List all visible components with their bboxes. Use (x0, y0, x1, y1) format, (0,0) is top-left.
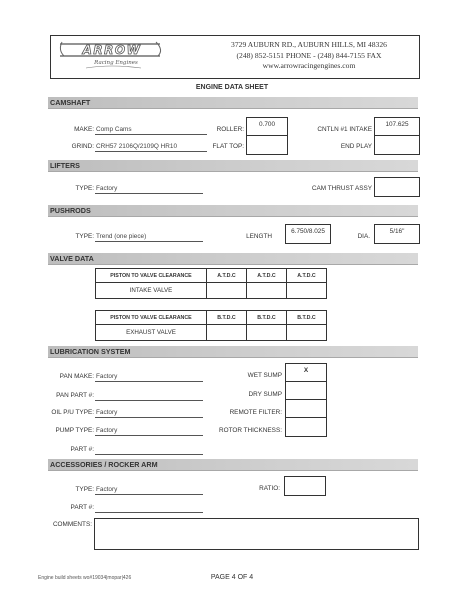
pan-part-underline (95, 400, 203, 401)
section-lubrication (48, 346, 418, 358)
section-title: ACCESSORIES / ROCKER ARM (50, 460, 158, 469)
cntln-box[interactable] (374, 117, 420, 137)
table-header: PISTON TO VALVE CLEARANCE (96, 269, 207, 283)
section-camshaft (48, 97, 418, 109)
pan-part-label: PAN PART #: (56, 392, 94, 399)
pan-make-value[interactable]: Factory (96, 373, 118, 380)
end-play-box[interactable] (374, 135, 420, 155)
oil-pu-underline (95, 417, 203, 418)
make-label: MAKE: (74, 126, 94, 133)
section-title: LUBRICATION SYSTEM (50, 347, 131, 356)
lifter-type-value[interactable]: Factory (96, 185, 118, 192)
table-cell[interactable] (247, 283, 287, 299)
roller-label: ROLLER: (216, 126, 244, 133)
lifter-type-underline (95, 193, 203, 194)
length-label: LENGTH (246, 233, 272, 240)
wet-sump-value: X (303, 367, 309, 374)
table-cell[interactable] (207, 283, 247, 299)
company-address: 3729 AUBURN RD., AUBURN HILLS, MI 48326 (231, 40, 387, 49)
exhaust-valve-label: EXHAUST VALVE (96, 325, 207, 341)
page-number: PAGE 4 OF 4 (210, 574, 254, 581)
flat-top-label: FLAT TOP: (212, 143, 244, 150)
intake-valve-label: INTAKE VALVE (96, 283, 207, 299)
make-value[interactable]: Comp Cams (96, 126, 132, 133)
table-cell[interactable] (247, 325, 287, 341)
pushrod-type-underline (95, 241, 203, 242)
section-title: PUSHRODS (50, 206, 91, 215)
cntln-label: CNTLN #1 INTAKE (317, 126, 372, 133)
dry-sump-label: DRY SUMP (248, 391, 282, 398)
rotor-thickness-box[interactable] (285, 417, 327, 437)
section-lifters (48, 160, 418, 172)
lifter-type-label: TYPE: (75, 185, 94, 192)
cam-thrust-label: CAM THRUST ASSY (311, 185, 372, 192)
remote-filter-box[interactable] (285, 399, 327, 419)
rotor-thickness-label: ROTOR THICKNESS: (219, 427, 282, 434)
company-website: www.arrowracingengines.com (262, 61, 356, 70)
table-header: B.T.D.C (247, 311, 287, 325)
company-address-block (200, 40, 418, 72)
pan-make-underline (95, 381, 203, 382)
grind-label: GRIND: (71, 143, 94, 150)
exhaust-clearance-table (95, 310, 327, 341)
pump-type-value[interactable]: Factory (96, 427, 118, 434)
roller-box[interactable] (246, 117, 288, 137)
section-pushrods (48, 205, 418, 217)
table-header: A.T.D.C (247, 269, 287, 283)
accessory-type-value[interactable]: Factory (96, 486, 118, 493)
accessory-part-underline (95, 512, 203, 513)
dia-box[interactable] (374, 224, 420, 244)
section-title: VALVE DATA (50, 254, 94, 263)
table-header: A.T.D.C (207, 269, 247, 283)
pan-make-label: PAN MAKE: (59, 373, 94, 380)
comments-box[interactable] (94, 518, 419, 550)
dia-label: DIA. (357, 233, 370, 240)
wet-sump-box[interactable] (285, 363, 327, 383)
footer-file-reference: Engine build sheets wo#19034|mopar|426 (38, 575, 132, 581)
table-cell[interactable] (207, 325, 247, 341)
dry-sump-box[interactable] (285, 381, 327, 401)
section-accessories (48, 459, 418, 471)
dia-value: 5/16" (389, 228, 405, 235)
section-title: LIFTERS (50, 161, 80, 170)
pump-type-underline (95, 435, 203, 436)
length-value: 6.750/8.025 (291, 228, 325, 235)
wet-sump-label: WET SUMP (247, 372, 282, 379)
accessory-part-label: PART #: (70, 504, 94, 511)
part-underline (95, 454, 203, 455)
cntln-value: 107.625 (385, 121, 409, 128)
ratio-label: RATIO: (259, 485, 280, 492)
section-title: CAMSHAFT (50, 98, 91, 107)
oil-pu-value[interactable]: Factory (96, 409, 118, 416)
roller-value: 0.700 (259, 121, 275, 128)
page-title: ENGINE DATA SHEET (195, 84, 269, 91)
grind-underline (95, 151, 207, 152)
company-logo (56, 38, 166, 74)
make-underline (95, 134, 207, 135)
end-play-label: END PLAY (340, 143, 372, 150)
accessory-type-underline (95, 494, 203, 495)
table-header: B.T.D.C (207, 311, 247, 325)
part-label: PART #: (70, 446, 94, 453)
logo-subtext: Racing Engines (94, 60, 138, 66)
pushrod-type-label: TYPE: (75, 233, 94, 240)
table-header: PISTON TO VALVE CLEARANCE (96, 311, 207, 325)
pump-type-label: PUMP TYPE: (55, 427, 94, 434)
logo-text: ARROW (82, 43, 142, 57)
intake-clearance-table (95, 268, 327, 299)
accessory-type-label: TYPE: (75, 486, 94, 493)
table-header: A.T.D.C (287, 269, 327, 283)
remote-filter-label: REMOTE FILTER: (229, 409, 282, 416)
section-valve-data (48, 253, 418, 265)
company-phone: (248) 852-5151 PHONE - (248) 844-7155 FAX (236, 50, 382, 60)
ratio-box[interactable] (284, 476, 326, 496)
table-cell[interactable] (287, 325, 327, 341)
comments-label: COMMENTS: (52, 521, 92, 528)
cam-thrust-box[interactable] (374, 177, 420, 197)
grind-value[interactable]: CRH57 2106Q/2109Q HR10 (96, 143, 177, 150)
oil-pu-label: OIL P/U TYPE: (51, 409, 94, 416)
table-cell[interactable] (287, 283, 327, 299)
table-header: B.T.D.C (287, 311, 327, 325)
flat-top-box[interactable] (246, 135, 288, 155)
length-box[interactable] (285, 224, 331, 244)
pushrod-type-value[interactable]: Trend (one piece) (96, 233, 147, 240)
